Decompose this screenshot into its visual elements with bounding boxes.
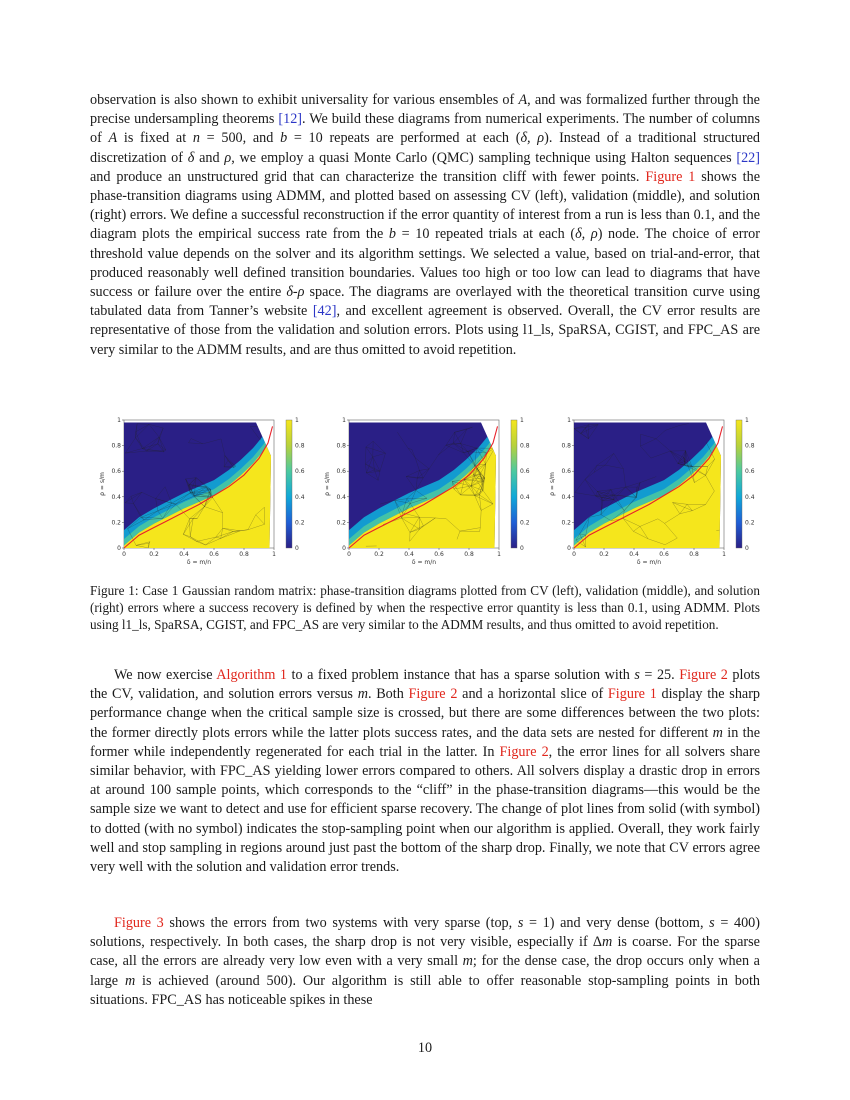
colorbar-tick-label: 0.6 [295, 468, 305, 476]
text-run: We now exercise [114, 667, 217, 683]
text-run: ; for the dense case, the drop occurs only when a large [90, 953, 760, 989]
x-tick-label: 0.2 [149, 551, 159, 558]
x-tick-label: 0.4 [404, 551, 414, 558]
x-tick-label: 0.8 [464, 551, 474, 558]
x-tick-label: 0.8 [239, 551, 249, 558]
x-tick-label: 0 [572, 551, 576, 558]
citation-link[interactable]: [42] [312, 303, 337, 320]
text-run: in the former while independently regenerated for each trial in the latter. In [90, 724, 760, 760]
colorbar-tick-label: 0.2 [520, 519, 530, 527]
text-run: is achieved (around 500). Our algorithm is still able to offer reasonable stop-sampling points in both situations. FPC_AS has noticeable spikes in these [90, 972, 760, 1008]
x-tick-label: 0.4 [179, 551, 189, 558]
figure-ref-link[interactable]: Figure 1 [607, 686, 657, 703]
colorbar [511, 420, 517, 548]
text-run: = 400) solutions, respectively. In both cases, the sharp drop is not very visible, especially if Δ [90, 915, 760, 951]
math-symbol: δ [187, 149, 195, 166]
colorbar-tick-label: 0.2 [295, 519, 305, 527]
y-axis-label: ρ = s/m [549, 472, 556, 496]
colorbar-tick-label: 0.8 [520, 442, 530, 450]
text-run: , and was formalized further through the precise undersampling theorems [90, 92, 760, 128]
text-run: = 10 repeats are performed at each ( [287, 130, 521, 147]
y-tick-label: 0.8 [111, 442, 121, 450]
y-tick-label: 0.2 [336, 519, 346, 527]
y-axis-label: ρ = s/m [324, 472, 331, 496]
text-run: display the sharp performance change when the critical sample size is crossed, but there are some differences between the two plots: the former directly plots errors while the latter plots success rates, and the data sets are nested for different [90, 686, 761, 741]
figure-ref-link[interactable]: Figure 2 [499, 743, 549, 760]
y-tick-label: 0 [117, 545, 121, 552]
math-symbol: m [124, 972, 136, 989]
y-tick-label: 0.6 [111, 468, 121, 476]
figure-ref-link[interactable]: Figure 1 [645, 168, 696, 185]
text-run: and [194, 149, 225, 166]
page-number: 10 [417, 1040, 433, 1056]
text-run: , the error lines for all solvers share similar behavior, with FPC_AS yielding lower errors compared to others. All solvers display a drastic drop in errors at around 100 sample points, which corresponds to the “cliff” in the phase-transition diagrams—this would be the sample size we want to detect and use for efficient sparse recovery. The change of plot lines from solid (with symbol) to dotted (with no symbol) indicates the stop-sampling point when our algorithm is applied. Overall, they work fairly well and stop sampling in regions around just past the bottom of the sharp drop. Finally, we note that CV errors agree very well with the solution and validation error trends. [90, 743, 760, 876]
colorbar-tick-label: 0.4 [520, 493, 530, 501]
y-tick-label: 0.8 [336, 442, 346, 450]
colorbar-tick-label: 0 [520, 545, 524, 552]
math-symbol: b [280, 130, 288, 147]
y-tick-label: 0.2 [111, 519, 121, 527]
math-symbol: δ-ρ [286, 284, 305, 301]
x-tick-label: 0.2 [599, 551, 609, 558]
phase-diagram-cv [88, 412, 305, 572]
text-run: and produce an unstructured grid that can characterize the transition cliff with fewer points. [90, 168, 646, 185]
algorithm-ref-link[interactable]: Algorithm 1 [216, 667, 287, 683]
y-tick-label: 0.8 [561, 442, 571, 450]
x-axis-label: δ = m/n [411, 559, 437, 566]
math-symbol: s [517, 915, 524, 931]
x-tick-label: 0.2 [374, 551, 384, 558]
y-tick-label: 1 [342, 417, 346, 424]
text-run: plots the CV, validation, and solution errors versus [90, 667, 761, 703]
colorbar-tick-label: 0 [295, 545, 299, 552]
y-tick-label: 1 [567, 417, 571, 424]
text-run: = 500, and [199, 130, 281, 147]
y-tick-label: 0.4 [336, 493, 346, 501]
colorbar-tick-label: 1 [295, 417, 299, 424]
math-symbol: s [709, 915, 715, 931]
body-paragraph-2 [90, 666, 760, 877]
math-symbol: A [518, 92, 528, 108]
x-axis-label: δ = m/n [186, 559, 212, 566]
math-symbol: ρ [224, 149, 232, 166]
colorbar-tick-label: 1 [745, 417, 749, 424]
phase-map [574, 420, 724, 548]
text-run: ). Instead of a traditional structured discretization of [90, 130, 760, 166]
y-axis-label: ρ = s/m [99, 472, 106, 496]
x-axis-label: δ = m/n [636, 559, 662, 566]
x-tick-label: 0.6 [209, 551, 219, 558]
text-run: shows the phase-transition diagrams using ADMM, and plotted based on assessing CV (left), validation (middle), and solution (right) errors. We define a successful reconstruction if the error quantity of interest from a run is less than 0.1, and the diagram plots the empirical success rate from the [90, 168, 760, 243]
figure-ref-link[interactable]: Figure 2 [679, 667, 728, 683]
colorbar [736, 420, 742, 548]
math-symbol: A [108, 130, 118, 147]
colorbar-tick-label: 0.4 [745, 493, 755, 501]
x-tick-label: 1 [497, 551, 501, 558]
figure-1-caption: Figure 1: Case 1 Gaussian random matrix: phase-transition diagrams plotted from CV (left), validation (middle), and solution (right) errors where a success recovery is defined by when the respective error quantity is less than 0.1, using ADMM. Plots using l1_ls, SpaRSA, CGIST, and FPC_AS are very similar to the ADMM results, and thus omitted to avoid repetition. [90, 583, 760, 633]
phase-diagram-solution [538, 412, 755, 572]
math-symbol: n [192, 130, 200, 147]
y-tick-label: 0.4 [561, 493, 571, 501]
colorbar-tick-label: 0.4 [295, 493, 305, 501]
math-symbol: s [634, 667, 640, 683]
y-tick-label: 0.2 [561, 519, 571, 527]
body-paragraph-3 [90, 914, 760, 1010]
text-run: , we employ a quasi Monte Carlo (QMC) sampling technique using Halton sequences [231, 149, 737, 166]
colorbar [286, 420, 292, 548]
x-tick-label: 1 [722, 551, 726, 558]
y-tick-label: 1 [117, 417, 121, 424]
figure-ref-link[interactable]: Figure 2 [408, 686, 458, 703]
x-tick-label: 0.8 [689, 551, 699, 558]
x-tick-label: 0.6 [659, 551, 669, 558]
text-run: is fixed at [117, 130, 193, 147]
citation-link[interactable]: [12] [278, 111, 303, 128]
colorbar-tick-label: 0.6 [520, 468, 530, 476]
colorbar-tick-label: 0 [745, 545, 749, 552]
x-tick-label: 1 [272, 551, 276, 558]
x-tick-label: 0.4 [629, 551, 639, 558]
phase-diagram-validation [313, 412, 530, 572]
math-symbol: m [602, 934, 613, 951]
y-tick-label: 0.6 [336, 468, 346, 476]
colorbar-tick-label: 0.2 [745, 519, 755, 527]
text-run: . Both [367, 686, 409, 703]
text-run: observation is also shown to exhibit universality for various ensembles of [90, 92, 519, 108]
math-symbol: m [462, 953, 473, 970]
math-symbol: m [712, 724, 723, 741]
text-run: = 10 repeated trials at each ( [395, 226, 576, 243]
text-run: ) node. The choice of error threshold value depends on the solver and its algorithm settings. We selected a value, based on trial-and-error, that produced reasonably well defined transition boundaries. Values too high or too low can lead to diagrams that have success or failure over the entire [90, 226, 760, 301]
colorbar-tick-label: 0.8 [295, 442, 305, 450]
colorbar-tick-label: 1 [520, 417, 524, 424]
citation-link[interactable]: [22] [736, 149, 760, 166]
y-tick-label: 0.4 [111, 493, 121, 501]
x-tick-label: 0.6 [434, 551, 444, 558]
x-tick-label: 0 [347, 551, 351, 558]
phase-map [349, 420, 499, 548]
text-run: space. The diagrams are overlayed with the theoretical transition curve using tabulated data from Tanner’s website [90, 284, 761, 320]
text-run: = 25. [639, 667, 680, 683]
y-tick-label: 0 [567, 545, 571, 552]
phase-map [124, 420, 274, 548]
body-paragraph-1 [90, 91, 760, 360]
text-run: and a horizontal slice of [457, 686, 608, 703]
text-run: is coarse. For the sparse case, all the errors are already very low even with a very small [90, 934, 760, 970]
text-run: to a fixed problem instance that has a sparse solution with [286, 667, 635, 683]
figure-ref-link[interactable]: Figure 3 [114, 915, 164, 931]
figure-1 [88, 412, 762, 572]
math-symbol: δ, ρ [575, 226, 598, 243]
text-run: shows the errors from two systems with very sparse (top, [163, 915, 518, 931]
math-symbol: b [388, 226, 396, 243]
colorbar-tick-label: 0.6 [745, 468, 755, 476]
math-symbol: m [357, 686, 368, 703]
y-tick-label: 0 [342, 545, 346, 552]
colorbar-tick-label: 0.8 [745, 442, 755, 450]
y-tick-label: 0.6 [561, 468, 571, 476]
text-run: . We build these diagrams from numerical experiments. The number of columns of [90, 111, 760, 147]
text-run: , and excellent agreement is observed. Overall, the CV error results are representative of those from the validation and solution errors. Plots using l1_ls, SpaRSA, CGIST, and FPC_AS are very similar to the ADMM results, and are thus omitted to avoid repetition. [90, 303, 760, 358]
text-run: = 1) and very dense (bottom, [523, 915, 710, 931]
x-tick-label: 0 [122, 551, 126, 558]
math-symbol: δ, ρ [520, 130, 545, 147]
